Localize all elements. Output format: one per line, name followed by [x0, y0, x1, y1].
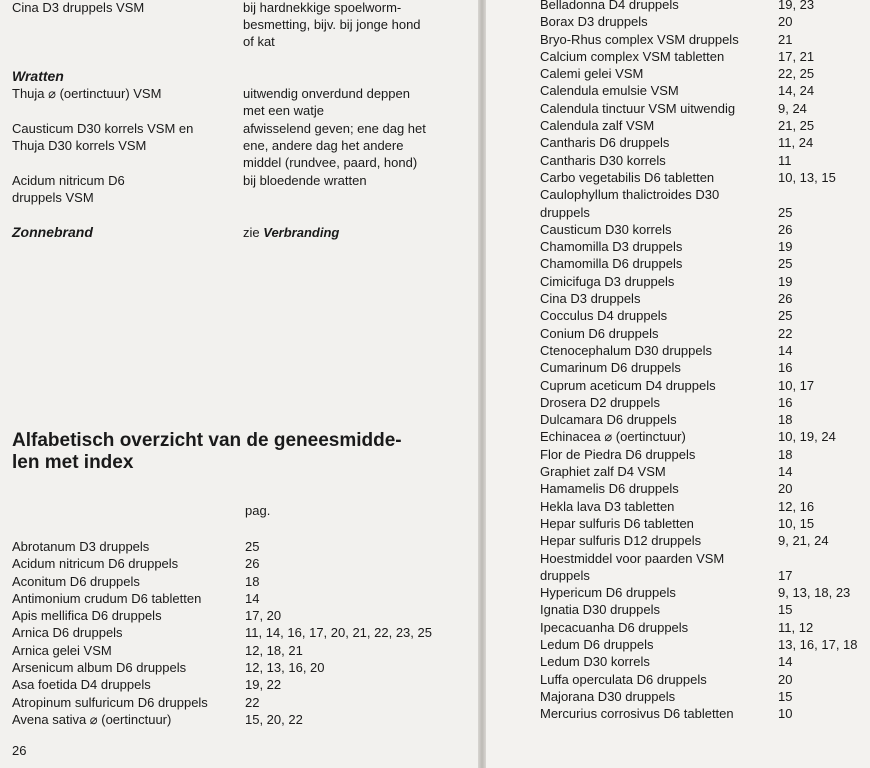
- index-entry: [540, 550, 870, 567]
- wratten-heading: Wratten: [12, 68, 64, 84]
- left-index-list: [12, 538, 478, 728]
- entry-name: Cumarinum D6 druppels: [540, 360, 681, 376]
- index-entry: [540, 636, 870, 653]
- entry-pages: 21: [778, 31, 793, 47]
- right-index-list: [540, 0, 870, 722]
- entry-pages: 22, 25: [778, 66, 815, 82]
- entry-pages: 15: [778, 602, 793, 618]
- entry-name: Calendula emulsie VSM: [540, 83, 679, 99]
- index-entry: [540, 411, 870, 428]
- causticum-desc-1: afwisselend geven; ene dag het: [243, 121, 426, 136]
- entry-pages: 18: [245, 573, 260, 589]
- entry-name: Hepar sulfuris D6 tabletten: [540, 515, 694, 531]
- index-entry: [12, 676, 478, 693]
- entry-pages: 11, 14, 16, 17, 20, 21, 22, 23, 25: [245, 625, 432, 641]
- thuja-desc-1: uitwendig onverdund deppen: [243, 86, 410, 101]
- entry-name: Aconitum D6 druppels: [12, 573, 140, 589]
- causticum-desc-2: ene, andere dag het andere: [243, 138, 404, 153]
- index-entry: [12, 590, 478, 607]
- entry-name: Asa foetida D4 druppels: [12, 677, 151, 693]
- entry-name: Hepar sulfuris D12 druppels: [540, 533, 702, 549]
- index-entry: [540, 377, 870, 394]
- entry-name: Atropinum sulfuricum D6 druppels: [12, 694, 208, 710]
- entry-name: Ledum D30 korrels: [540, 654, 650, 670]
- entry-pages: 18: [778, 412, 793, 428]
- entry-name: Cimicifuga D3 druppels: [540, 273, 675, 289]
- entry-pages: 14: [778, 654, 793, 670]
- see-label: zie: [243, 225, 260, 240]
- index-entry: [540, 480, 870, 497]
- index-entry: [540, 290, 870, 307]
- entry-pages: 10: [778, 706, 793, 722]
- entry-name: Calcium complex VSM tabletten: [540, 48, 725, 64]
- entry-pages: 13, 16, 17, 18: [778, 636, 858, 652]
- entry-name: Hamamelis D6 druppels: [540, 481, 679, 497]
- entry-name: Mercurius corrosivus D6 tabletten: [540, 706, 734, 722]
- entry-name: Luffa operculata D6 druppels: [540, 671, 707, 687]
- causticum-line-1: Causticum D30 korrels VSM en: [12, 121, 194, 136]
- index-entry: [540, 342, 870, 359]
- acidum-line-1: Acidum nitricum D6: [12, 173, 125, 188]
- index-entry: [540, 705, 870, 722]
- index-entry: [540, 394, 870, 411]
- entry-pages: 20: [778, 481, 793, 497]
- entry-pages: 21, 25: [778, 118, 815, 134]
- index-entry: [540, 100, 870, 117]
- entry-pages: 14: [778, 342, 793, 358]
- entry-pages: 25: [245, 539, 260, 554]
- index-entry: [12, 694, 478, 711]
- entry-pages: 15, 20, 22: [245, 711, 303, 727]
- entry-name: Flor de Piedra D6 druppels: [540, 446, 696, 462]
- index-entry: [540, 221, 870, 238]
- index-entry: [540, 186, 870, 203]
- index-entry: [540, 325, 870, 342]
- index-heading-line-2: len met index: [12, 452, 134, 473]
- acidum-desc: bij bloedende wratten: [243, 173, 367, 188]
- entry-pages: 19: [778, 239, 793, 255]
- index-entry: [540, 169, 870, 186]
- index-entry: [540, 584, 870, 601]
- entry-name: Calemi gelei VSM: [540, 66, 644, 82]
- index-entry: [540, 307, 870, 324]
- index-entry: [540, 0, 870, 13]
- cina-desc-3: of kat: [243, 34, 275, 49]
- entry-pages: 9, 24: [778, 100, 807, 116]
- entry-name: Echinacea ⌀ (oertinctuur): [540, 429, 686, 445]
- causticum-line-2: Thuja D30 korrels VSM: [12, 138, 147, 153]
- entry-pages: 20: [778, 14, 793, 30]
- entry-pages: 11, 12: [778, 619, 814, 635]
- entry-name: Cina D3 druppels: [540, 291, 641, 307]
- index-entry: [540, 498, 870, 515]
- index-entry: [540, 152, 870, 169]
- entry-name: Majorana D30 druppels: [540, 688, 676, 704]
- index-entry: [540, 446, 870, 463]
- index-entry: [540, 671, 870, 688]
- index-entry: [12, 607, 478, 624]
- entry-pages: 14: [245, 590, 260, 606]
- entry-name: Graphiet zalf D4 VSM: [540, 464, 666, 480]
- entry-pages: 14, 24: [778, 83, 815, 99]
- thuja-line: Thuja ⌀ (oertinctuur) VSM: [12, 86, 162, 101]
- entry-pages: 9, 21, 24: [778, 533, 829, 549]
- entry-pages: 17, 20: [245, 608, 282, 624]
- entry-name: Chamomilla D6 druppels: [540, 256, 683, 272]
- entry-name: Ctenocephalum D30 druppels: [540, 342, 712, 358]
- entry-name: Ipecacuanha D6 druppels: [540, 619, 689, 635]
- index-entry: [540, 48, 870, 65]
- index-entry: [12, 624, 478, 641]
- entry-pages: 17, 21: [778, 48, 815, 64]
- entry-pages: 10, 15: [778, 515, 815, 531]
- entry-name: Hoestmiddel voor paarden VSM: [540, 550, 725, 566]
- entry-pages: 11: [778, 152, 792, 168]
- entry-name: Hekla lava D3 tabletten: [540, 498, 675, 514]
- index-heading-line-1: Alfabetisch overzicht van de geneesmidde-: [12, 430, 402, 451]
- right-page: [486, 0, 870, 768]
- entry-pages: 22: [245, 694, 260, 710]
- index-entry: [540, 463, 870, 480]
- entry-pages: 10, 17: [778, 377, 815, 393]
- index-entry: [540, 653, 870, 670]
- entry-pages: 10, 13, 15: [778, 169, 836, 185]
- entry-pages: 9, 13, 18, 23: [778, 585, 851, 601]
- index-entry: [540, 238, 870, 255]
- index-entry: [12, 538, 478, 555]
- entry-name: Calendula tinctuur VSM uitwendig: [540, 100, 736, 116]
- entry-name: Causticum D30 korrels: [540, 221, 672, 237]
- entry-name: Antimonium crudum D6 tabletten: [12, 590, 202, 606]
- index-heading: [12, 430, 402, 474]
- pag-label: pag.: [245, 503, 271, 518]
- entry-name: Dulcamara D6 druppels: [540, 412, 677, 428]
- entry-pages: 14: [778, 464, 793, 480]
- index-entry: [540, 82, 870, 99]
- entry-name: Cuprum aceticum D4 druppels: [540, 377, 716, 393]
- entry-pages: 22: [778, 325, 793, 341]
- index-entry: [540, 688, 870, 705]
- entry-pages: 12, 16: [778, 498, 815, 514]
- entry-name: Apis mellifica D6 druppels: [12, 608, 162, 624]
- entry-name: Cantharis D6 druppels: [540, 135, 670, 151]
- index-entry: [540, 601, 870, 618]
- index-entry: [12, 711, 478, 728]
- entry-pages: 11, 24: [778, 135, 814, 151]
- entry-name: Conium D6 druppels: [540, 325, 659, 341]
- entry-pages: 19, 23: [778, 0, 815, 12]
- cina-desc-2: besmetting, bijv. bij jonge hond: [243, 17, 421, 32]
- entry-pages: 12, 18, 21: [245, 642, 303, 658]
- entry-pages: 20: [778, 671, 793, 687]
- entry-pages: 10, 19, 24: [778, 429, 836, 445]
- entry-pages: 26: [778, 291, 793, 307]
- entry-pages: 25: [778, 204, 793, 220]
- index-entry: [540, 117, 870, 134]
- cina-desc-1: bij hardnekkige spoelworm-: [243, 0, 402, 15]
- entry-name: Cantharis D30 korrels: [540, 152, 666, 168]
- entry-name: Calendula zalf VSM: [540, 118, 655, 134]
- entry-pages: 19, 22: [245, 677, 282, 693]
- index-entry: [540, 31, 870, 48]
- page-number: 26: [12, 743, 27, 758]
- entry-pages: 18: [778, 446, 793, 462]
- index-entry: [540, 134, 870, 151]
- entry-name: Carbo vegetabilis D6 tabletten: [540, 169, 715, 185]
- entry-pages: 26: [778, 221, 793, 237]
- entry-name: Borax D3 druppels: [540, 14, 648, 30]
- index-entry: [540, 567, 870, 584]
- entry-name: Ignatia D30 druppels: [540, 602, 660, 618]
- entry-name: Arnica gelei VSM: [12, 642, 112, 658]
- entry-name: druppels: [540, 204, 590, 220]
- entry-name: Cocculus D4 druppels: [540, 308, 668, 324]
- index-entry: [540, 359, 870, 376]
- entry-pages: 16: [778, 360, 793, 376]
- cina-line: Cina D3 druppels VSM: [12, 0, 145, 15]
- entry-name: Chamomilla D3 druppels: [540, 239, 683, 255]
- entry-name: Ledum D6 druppels: [540, 636, 654, 652]
- entry-pages: 25: [778, 308, 793, 324]
- entry-pages: 26: [245, 556, 260, 572]
- index-entry: [540, 619, 870, 636]
- index-entry: [12, 659, 478, 676]
- index-entry: [540, 13, 870, 30]
- entry-name: Avena sativa ⌀ (oertinctuur): [12, 711, 172, 727]
- entry-name: Drosera D2 druppels: [540, 394, 660, 410]
- index-entry: [540, 532, 870, 549]
- thuja-desc-2: met een watje: [243, 103, 324, 118]
- entry-name: Hypericum D6 druppels: [540, 585, 676, 601]
- index-entry: [12, 573, 478, 590]
- zonnebrand-see: [243, 224, 339, 241]
- entry-pages: 25: [778, 256, 793, 272]
- entry-name: Acidum nitricum D6 druppels: [12, 556, 179, 572]
- entry-pages: 12, 13, 16, 20: [245, 660, 325, 676]
- index-entry: [12, 642, 478, 659]
- book-gutter: [478, 0, 486, 768]
- entry-name: Abrotanum D3 druppels: [12, 539, 150, 554]
- index-entry: [540, 428, 870, 445]
- index-entry: [540, 515, 870, 532]
- entry-name: Belladonna D4 druppels: [540, 0, 679, 12]
- entry-name: Bryo-Rhus complex VSM druppels: [540, 31, 739, 47]
- index-entry: [12, 555, 478, 572]
- entry-name: Arnica D6 druppels: [12, 625, 123, 641]
- entry-pages: 16: [778, 394, 793, 410]
- index-entry: [540, 204, 870, 221]
- zonnebrand-heading: Zonnebrand: [12, 224, 93, 240]
- index-entry: [540, 255, 870, 272]
- entry-pages: 17: [778, 567, 793, 583]
- entry-name: druppels: [540, 567, 590, 583]
- index-entry: [540, 273, 870, 290]
- causticum-desc-3: middel (rundvee, paard, hond): [243, 155, 418, 170]
- entry-pages: 19: [778, 273, 793, 289]
- entry-name: Arsenicum album D6 druppels: [12, 660, 187, 676]
- entry-pages: 15: [778, 688, 793, 704]
- acidum-line-2: druppels VSM: [12, 190, 94, 205]
- see-target: Verbranding: [263, 225, 340, 240]
- index-entry: [540, 65, 870, 82]
- entry-name: Caulophyllum thalictroides D30: [540, 187, 720, 203]
